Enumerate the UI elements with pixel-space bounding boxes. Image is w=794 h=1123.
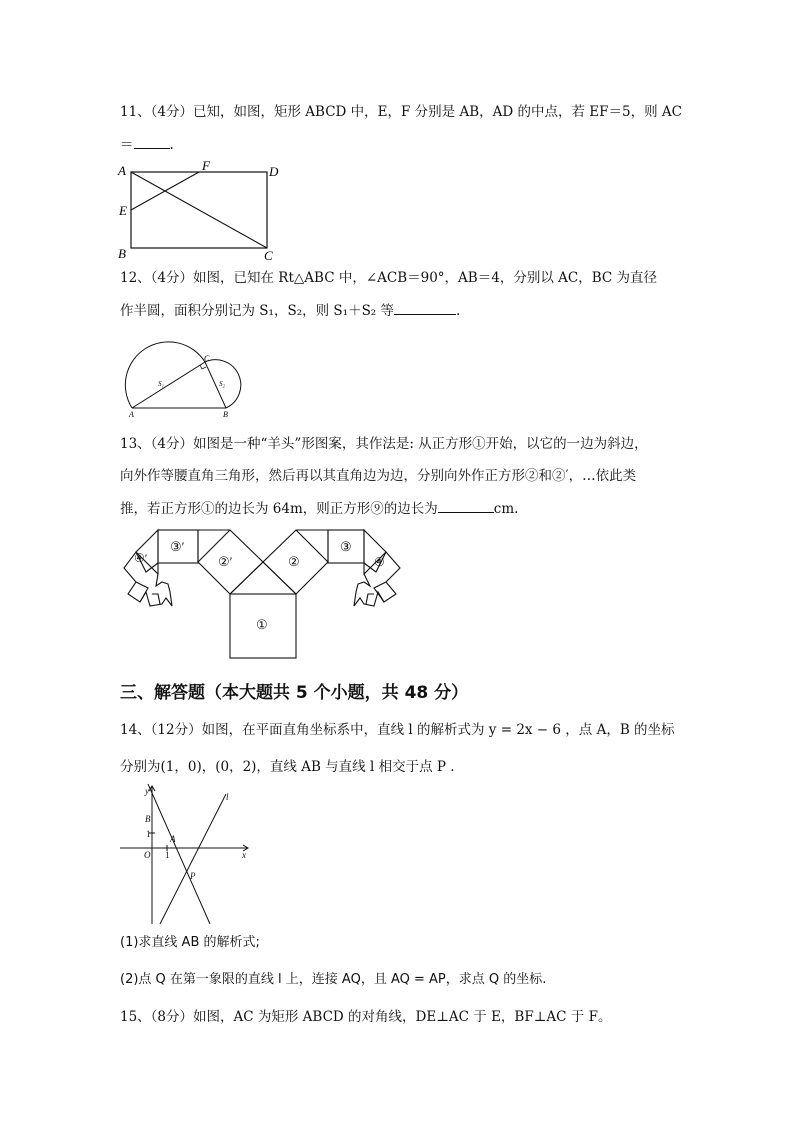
q11-answer-blank — [134, 134, 170, 149]
label-f: F — [202, 158, 210, 173]
label-l: l — [226, 792, 229, 802]
label-a: A — [129, 410, 134, 419]
label-square-3-prime: ③′ — [170, 539, 185, 554]
section-3-heading: 三、解答题（本大题共 5 个小题，共 48 分） — [120, 683, 469, 703]
q11-rectangle-figure — [115, 158, 290, 263]
q13-answer-blank — [438, 498, 494, 513]
label-d: D — [269, 164, 279, 179]
label-a: A — [170, 834, 176, 844]
label-b: B — [223, 410, 228, 419]
q15-line1: 15、（8分）如图，AC 为矩形 ABCD 的对角线，DE⊥AC 于 E，BF⊥AC 于 F。 — [120, 1009, 612, 1025]
line-l — [160, 794, 226, 924]
q13-line3-text: 推，若正方形①的边长为 64m，则正方形⑨的边长为 — [120, 501, 438, 517]
label-square-4-prime: ④′ — [134, 551, 148, 565]
q11-equals: ＝ — [120, 137, 134, 153]
label-b: B — [145, 814, 151, 824]
q11-period: . — [169, 137, 174, 153]
label-c: C — [264, 248, 273, 263]
label-s2: S₂ — [219, 380, 225, 388]
label-square-2: ② — [288, 554, 300, 569]
left-spiral-inner-2 — [152, 594, 160, 604]
q12-line2 — [120, 300, 680, 321]
label-one-y: 1 — [146, 829, 151, 839]
left-spiral — [124, 552, 172, 606]
triangle-1 — [230, 562, 296, 594]
left-spiral-inner-1 — [136, 582, 148, 602]
label-e: E — [119, 203, 127, 218]
q14-coordinate-figure — [118, 782, 258, 927]
q14-line1: 14、（12分）如图，在平面直角坐标系中，直线 l 的解析式为 y = 2x − 6 ，点 A，B 的坐标 — [120, 722, 675, 738]
q12-line1: 12、（4分）如图，已知在 Rt△ABC 中，∠ACB＝90°，AB＝4，分别以 AC，BC 为直径 — [120, 270, 657, 286]
q13-line2: 向外作等腰直角三角形，然后再以其直角边为边，分别向外作正方形②和②′，…依此类 — [120, 468, 637, 484]
q11-line2 — [120, 134, 680, 155]
label-x: x — [242, 850, 246, 860]
q13-line3 — [120, 498, 680, 519]
diagonal-ac — [131, 172, 267, 248]
label-square-3: ③ — [340, 539, 352, 554]
segment-ac — [132, 362, 205, 408]
label-s1: S₁ — [158, 380, 164, 388]
q14-part1: (1)求直线 AB 的解析式; — [120, 935, 260, 950]
label-a: A — [118, 163, 126, 178]
q12-line2-text: 作半圆，面积分别记为 S₁，S₂，则 S₁＋S₂ 等 — [120, 303, 395, 319]
label-square-2-prime: ②′ — [218, 554, 233, 569]
label-y: y — [145, 786, 149, 796]
q14-line2: 分别为(1，0)，(0，2)，直线 AB 与直线 l 相交于点 P . — [120, 759, 455, 775]
q12-period: . — [456, 303, 461, 319]
right-angle-mark — [200, 365, 206, 369]
label-square-1: ① — [256, 617, 268, 632]
label-p: P — [190, 871, 196, 881]
q13-ram-head-figure — [118, 522, 408, 662]
line-ab — [148, 784, 210, 924]
semicircle-ac — [125, 342, 205, 408]
q14-part2: (2)点 Q 在第一象限的直线 l 上，连接 AQ，且 AQ = AP，求点 Q 的坐标. — [120, 972, 547, 987]
label-b: B — [118, 246, 126, 261]
q13-line1: 13、（4分）如图是一种“羊头”形图案，其作法是: 从正方形①开始，以它的一边为斜边， — [120, 436, 648, 452]
q12-answer-blank — [394, 300, 456, 315]
label-o: O — [144, 850, 151, 860]
label-square-4: ④ — [374, 555, 385, 569]
right-spiral-inner-2 — [366, 594, 374, 604]
q12-semicircles-figure — [120, 335, 250, 420]
q13-unit: cm. — [493, 501, 519, 517]
q11-line1: 11、（4分）已知，如图，矩形 ABCD 中，E，F 分别是 AB，AD 的中点，若 EF＝5，则 AC — [120, 104, 682, 120]
label-one-x: 1 — [165, 850, 170, 860]
label-c: C — [204, 354, 210, 363]
